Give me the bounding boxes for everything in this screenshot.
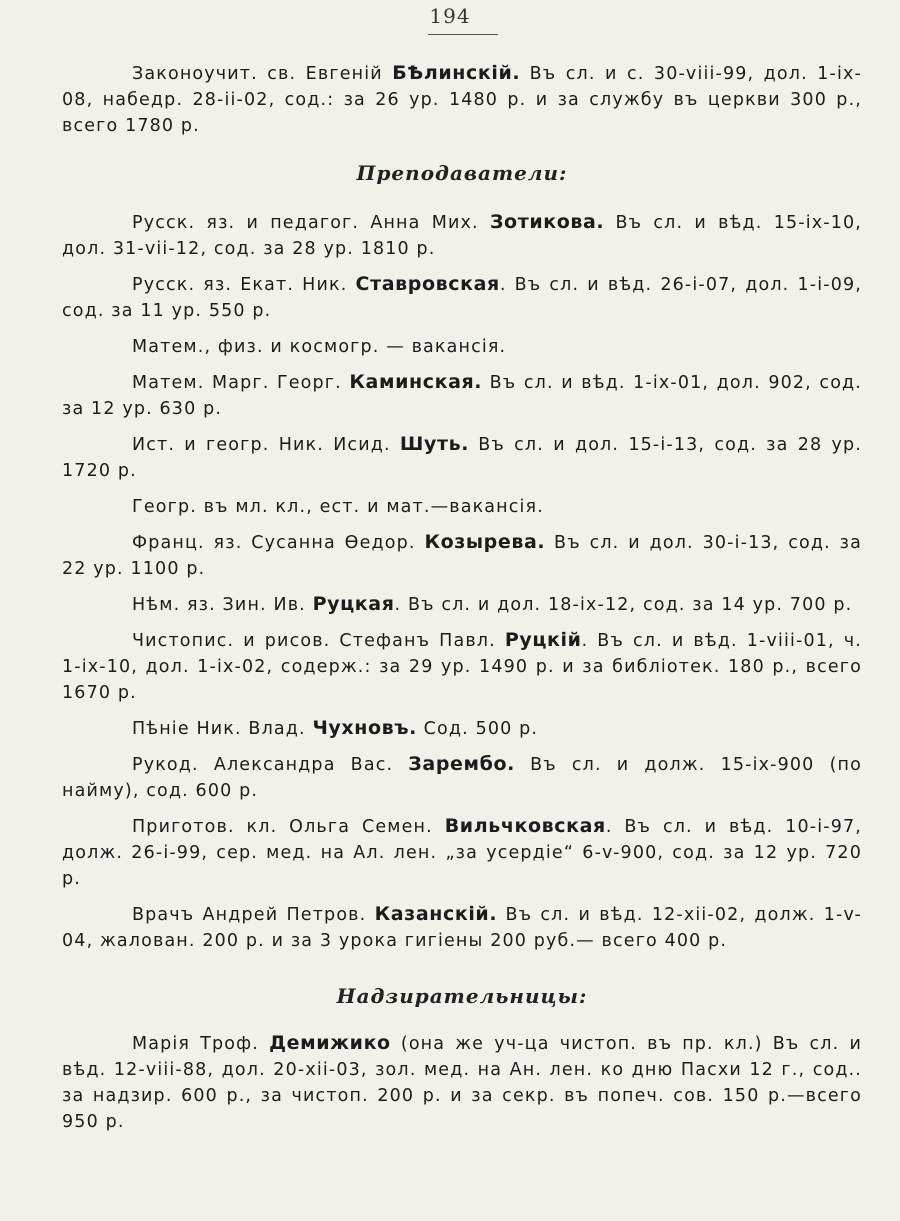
paragraph-vacancy xyxy=(62,493,862,520)
entry-details: Въ сл. и долж. 15-ix-900 (по найму), сод. 600 р. xyxy=(62,755,862,801)
entry-prefix: Матем., физ. и космогр. — вакансія. xyxy=(132,337,507,357)
entry-details: . Въ сл. и вѣд. 1-viii-01, ч. 1-ix-10, дол. 1-ix-02, содерж.: за 29 ур. 1490 р. и за библіотек. 180 р., всего 1670 р. xyxy=(62,631,862,703)
paragraph-vacancy xyxy=(62,333,862,360)
person-surname: Руцкая xyxy=(312,593,395,615)
entry-details: Въ сл. и с. 30-viii-99, дол. 1-ix-08, набедр. 28-ii-02, сод.: за 26 ур. 1480 р. и за службу въ церкви 300 р., всего 1780 р. xyxy=(62,64,862,136)
page-number: 194 xyxy=(0,4,900,28)
section-heading-teachers: Преподаватели: xyxy=(356,161,568,185)
paragraph-entry xyxy=(62,901,862,954)
entry-prefix: Ист. и геогр. Ник. Исид. xyxy=(132,435,400,455)
entry-details: Сод. 500 р. xyxy=(416,719,539,739)
person-surname: Ставровская xyxy=(355,273,500,295)
entry-prefix: Марія Троф. xyxy=(132,1034,270,1054)
entry-details: . Въ сл. и дол. 18-ix-12, сод. за 14 ур. 700 р. xyxy=(394,595,853,615)
entry-prefix: Нѣм. яз. Зин. Ив. xyxy=(132,595,313,615)
person-surname: Вильчковская xyxy=(444,815,606,837)
paragraph-entry xyxy=(62,627,862,706)
paragraph-entry xyxy=(62,209,862,262)
person-surname: Руцкій xyxy=(504,629,582,651)
person-surname: Чухновъ. xyxy=(312,717,417,739)
person-surname: Шуть. xyxy=(399,433,470,455)
paragraph-entry xyxy=(62,751,862,804)
entry-details: . Въ сл. и вѣд. 10-i-97, долж. 26-i-99, сер. мед. на Ал. лен. „за усердіе“ 6-v-900, сод. за 12 ур. 720 р. xyxy=(62,817,862,889)
entry-details: . Въ сл. и вѣд. 26-i-07, дол. 1-i-09, сод. за 11 ур. 550 р. xyxy=(62,275,862,321)
entry-prefix: Пѣніе Ник. Влад. xyxy=(132,719,313,739)
entry-details: Въ сл. и вѣд. 15-ix-10, дол. 31-vii-12, сод. за 28 ур. 1810 р. xyxy=(62,213,862,259)
person-surname: Демижико xyxy=(269,1032,391,1054)
entry-prefix: Русск. яз. Екат. Ник. xyxy=(132,275,356,295)
paragraph-entry xyxy=(62,715,862,742)
entry-prefix: Русск. яз. и педагог. Анна Мих. xyxy=(132,213,490,233)
person-surname: Зотикова. xyxy=(489,211,605,233)
entry-prefix: Рукод. Александра Вас. xyxy=(132,755,409,775)
person-surname: Каминская. xyxy=(349,371,483,393)
paragraph-entry xyxy=(62,1030,862,1135)
entry-details: Въ сл. и вѣд. 1-ix-01, дол. 902, сод. за 12 ур. 630 р. xyxy=(62,373,863,419)
entry-prefix: Франц. яз. Сусанна Өедор. xyxy=(132,533,425,553)
entry-prefix: Законоучит. св. Евгеній xyxy=(132,64,393,84)
page-content xyxy=(62,60,862,1144)
entry-prefix: Врачъ Андрей Петров. xyxy=(132,905,375,925)
entry-prefix: Приготов. кл. Ольга Семен. xyxy=(132,817,445,837)
paragraph-entry xyxy=(62,369,862,422)
paragraph-entry xyxy=(62,431,862,484)
person-surname: БѢлинскій. xyxy=(392,62,521,84)
paragraph-entry xyxy=(62,813,862,892)
paragraph-entry xyxy=(62,591,862,618)
entry-details: Въ сл. и вѣд. 12-xii-02, долж. 1-v-04, жалован. 200 р. и за 3 урока гигіены 200 руб.— всего 400 р. xyxy=(62,905,863,951)
section-heading-supervisors: Надзирательницы: xyxy=(336,984,588,1008)
person-surname: Казанскій. xyxy=(374,903,498,925)
paragraph-law-teacher xyxy=(62,60,862,139)
entry-prefix: Геогр. въ мл. кл., ест. и мат.—вакансія. xyxy=(132,497,544,517)
entry-prefix: Чистопис. и рисов. Стефанъ Павл. xyxy=(132,631,505,651)
paragraph-entry xyxy=(62,271,862,324)
entry-details: Въ сл. и дол. 30-i-13, сод. за 22 ур. 1100 р. xyxy=(62,533,862,579)
paragraph-entry xyxy=(62,529,862,582)
entry-details: (она же уч-ца чистоп. въ пр. кл.) Въ сл. и вѣд. 12-viii-88, дол. 20-xii-03, зол. мед. на Ан. лен. ко дню Пасхи 12 г., сод.. за надзир. 600 р., за чистоп. 200 р. и за секр. въ попеч. сов. 150 р.—всего 950 р. xyxy=(62,1034,862,1132)
person-surname: Зарембо. xyxy=(408,753,515,775)
person-surname: Козырева. xyxy=(424,531,546,553)
entry-prefix: Матем. Марг. Георг. xyxy=(132,373,350,393)
entry-details: Въ сл. и дол. 15-i-13, сод. за 28 ур. 1720 р. xyxy=(62,435,862,481)
